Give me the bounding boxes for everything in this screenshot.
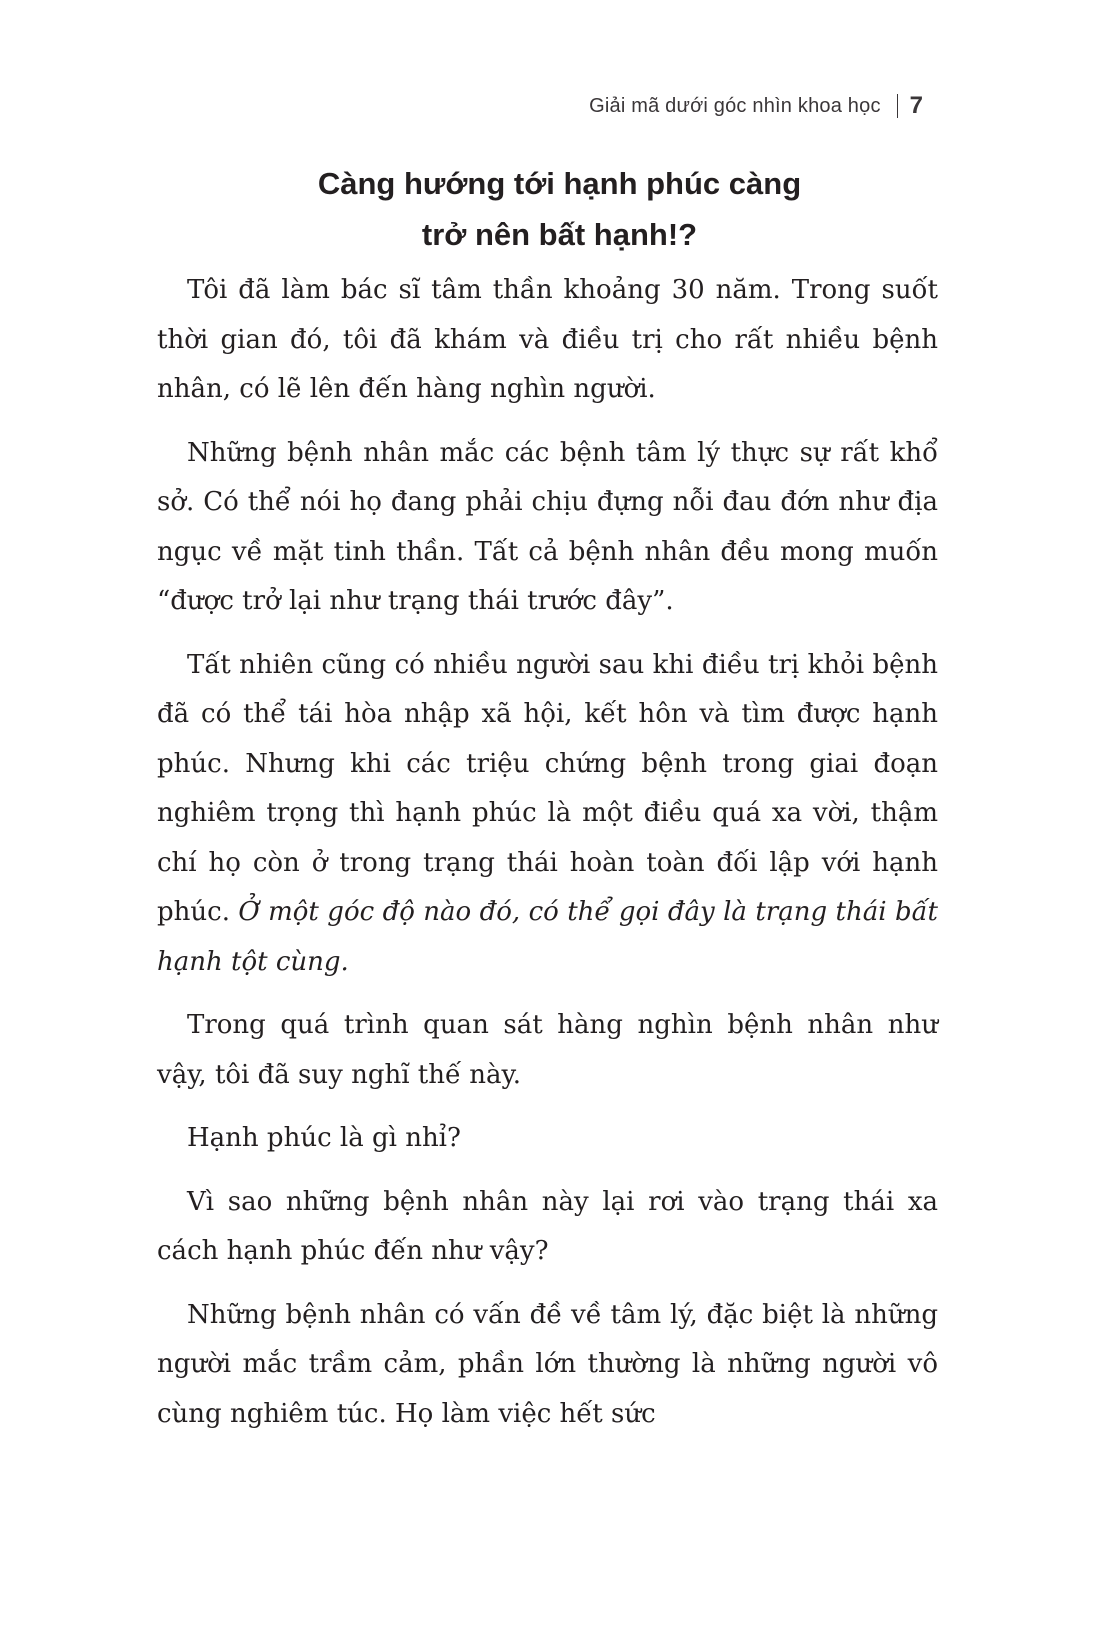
body-text	[157, 266, 938, 1453]
paragraph	[157, 1178, 938, 1277]
paragraph-italic-text: Ở một góc độ nào đó, có thể gọi đây là trạng thái bất hạnh tột cùng.	[157, 897, 938, 977]
paragraph	[157, 429, 938, 627]
paragraph-text: Trong quá trình quan sát hàng nghìn bệnh nhân như vậy, tôi đã suy nghĩ thế này.	[157, 1010, 938, 1090]
paragraph-text: Vì sao những bệnh nhân này lại rơi vào trạng thái xa cách hạnh phúc đến như vậy?	[157, 1186, 938, 1266]
paragraph-text: Những bệnh nhân có vấn đề về tâm lý, đặc biệt là những người mắc trầm cảm, phần lớn thường là những người vô cùng nghiêm túc. Họ làm việc hết sức	[157, 1299, 938, 1429]
running-title: Giải mã dưới góc nhìn khoa học	[589, 94, 881, 117]
paragraph-text: Hạnh phúc là gì nhỉ?	[187, 1123, 461, 1153]
paragraph-text: Tôi đã làm bác sĩ tâm thần khoảng 30 năm. Trong suốt thời gian đó, tôi đã khám và điều trị cho rất nhiều bệnh nhân, có lẽ lên đến hàng nghìn người.	[157, 275, 938, 404]
paragraph-text: Tất nhiên cũng có nhiều người sau khi điều trị khỏi bệnh đã có thể tái hòa nhập xã hội, kết hôn và tìm được hạnh phúc. Nhưng khi các triệu chứng bệnh trong giai đoạn nghiêm trọng thì hạnh phúc là một điều quá xa vời, thậm chí họ còn ở trong trạng thái hoàn toàn đối lập với hạnh phúc.	[157, 649, 938, 927]
paragraph	[157, 641, 938, 988]
paragraph	[157, 266, 938, 415]
paragraph	[157, 1001, 938, 1100]
page-number: 7	[909, 92, 923, 119]
section-title-line-1: Càng hướng tới hạnh phúc càng	[317, 166, 802, 201]
section-title	[0, 158, 1119, 260]
header-divider	[897, 94, 898, 118]
section-title-line-2: trở nên bất hạnh!?	[421, 217, 698, 252]
running-header	[589, 92, 923, 120]
paragraph	[157, 1114, 938, 1164]
paragraph	[157, 1291, 938, 1440]
paragraph-text: Những bệnh nhân mắc các bệnh tâm lý thực sự rất khổ sở. Có thể nói họ đang phải chịu đựng nỗi đau đớn như địa ngục về mặt tinh thần. Tất cả bệnh nhân đều mong muốn “được trở lại như trạng thái trước đây”.	[157, 437, 938, 616]
